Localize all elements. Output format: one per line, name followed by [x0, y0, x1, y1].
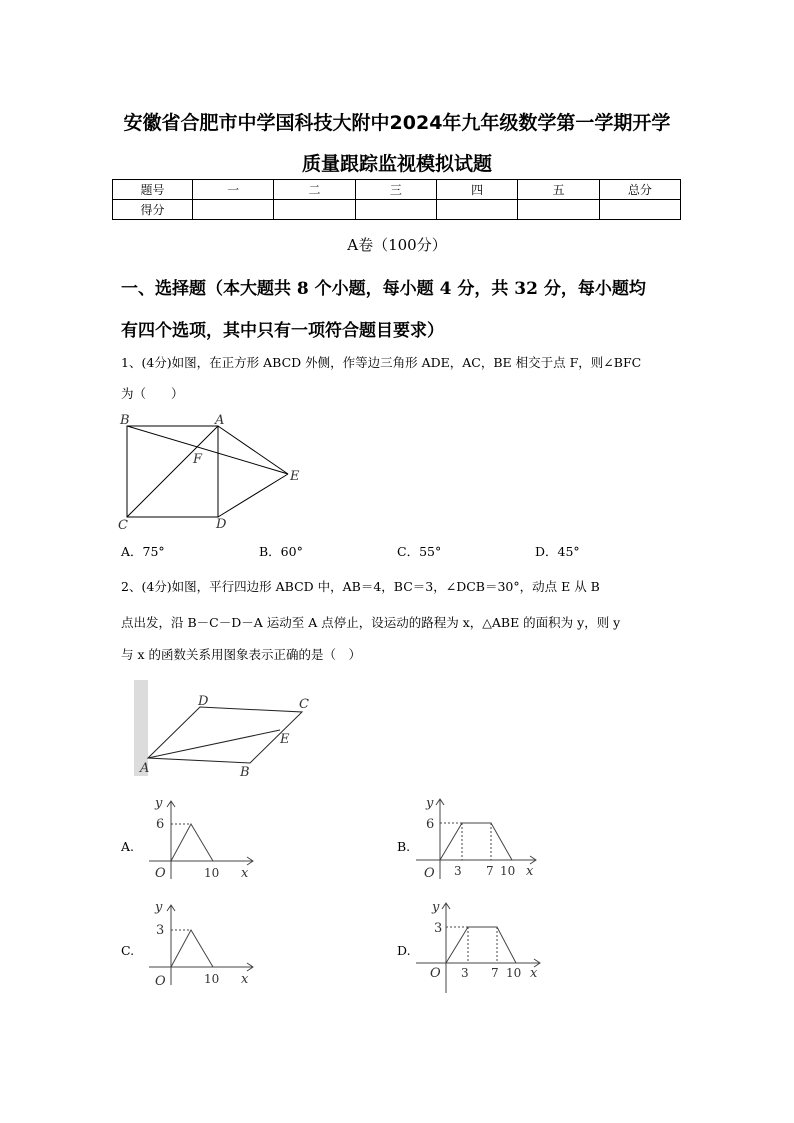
- x-tick-label: 7: [486, 864, 494, 878]
- y-label: y: [155, 900, 163, 915]
- score-table-cell: 得分: [113, 200, 193, 220]
- q2-option-d: D.: [397, 943, 411, 958]
- section-heading-line-1: 一、选择题（本大题共 8 个小题，每小题 4 分，共 32 分，每小题均: [121, 279, 646, 299]
- title-line-2: 质量跟踪监视模拟试题: [301, 153, 492, 175]
- x-label: x: [241, 972, 249, 987]
- label-c: C: [118, 518, 128, 533]
- score-input-cell: [193, 200, 274, 220]
- x-tick-label: 3: [454, 864, 462, 878]
- y-tick-label: 6: [426, 817, 435, 832]
- q2-option-b: B.: [397, 839, 411, 854]
- q2-parallelogram-figure: [134, 680, 324, 780]
- graph-b: [412, 793, 542, 883]
- graph-line: [440, 823, 512, 860]
- score-table-cell: 总分: [599, 180, 680, 200]
- x-tick-label: 7: [491, 966, 499, 980]
- score-table: [112, 179, 681, 220]
- graph-c: [145, 899, 260, 989]
- origin-label: O: [155, 866, 166, 881]
- score-table-cell: 题号: [113, 180, 193, 200]
- graph-line: [446, 927, 516, 963]
- label-a: A: [215, 413, 225, 428]
- x-label: x: [530, 966, 538, 981]
- segment-de: [218, 474, 288, 517]
- x-tick-label: 10: [506, 966, 522, 980]
- q2-text-line-1: 2、(4分)如图，平行四边形 ABCD 中，AB＝4，BC＝3，∠DCB＝30°，动点 E 从 B: [121, 579, 600, 594]
- label-b: B: [240, 765, 250, 780]
- x-label: x: [526, 864, 534, 879]
- label-c: C: [299, 697, 309, 712]
- q1-option-a: A．75°: [121, 544, 165, 559]
- origin-label: O: [155, 974, 166, 989]
- q1-option-b: B．60°: [259, 544, 303, 559]
- origin-label: O: [430, 966, 441, 981]
- x-tick-label: 10: [204, 972, 220, 986]
- section-heading-line-2: 有四个选项，其中只有一项符合题目要求）: [121, 321, 444, 341]
- q2-text-line-3: 与 x 的函数关系用图象表示正确的是（ ）: [121, 647, 361, 662]
- score-table-score-row: [113, 200, 681, 220]
- q1-option-d: D．45°: [535, 544, 580, 559]
- score-table-cell: 一: [193, 180, 274, 200]
- q1-option-c: C．55°: [397, 544, 442, 559]
- x-tick-label: 10: [204, 866, 220, 880]
- q2-text-line-2: 点出发，沿 B－C－D－A 运动至 A 点停止，设运动的路程为 x，△ABE 的面积为 y，则 y: [121, 615, 621, 630]
- y-tick-label: 3: [434, 921, 443, 936]
- q1-text-line-2: 为（ ）: [121, 386, 184, 401]
- x-tick-label: 3: [461, 966, 469, 980]
- label-e: E: [280, 732, 290, 747]
- score-table-cell: 二: [274, 180, 355, 200]
- y-tick-label: 3: [156, 923, 165, 938]
- label-a: A: [140, 761, 150, 776]
- score-input-cell: [436, 200, 517, 220]
- q1-text-line-1: 1、(4分)如图，在正方形 ABCD 外侧，作等边三角形 ADE，AC，BE 相交于点 F，则∠BFC: [121, 355, 642, 370]
- score-input-cell: [355, 200, 436, 220]
- label-e: E: [290, 469, 300, 484]
- score-table-header-row: [113, 180, 681, 200]
- parallelogram-abcd: [148, 707, 302, 763]
- graph-d: [412, 897, 547, 997]
- score-input-cell: [274, 200, 355, 220]
- score-table-cell: 三: [355, 180, 436, 200]
- y-label: y: [426, 796, 434, 811]
- label-f: F: [193, 452, 203, 467]
- score-table-cell: 四: [436, 180, 517, 200]
- y-tick-label: 6: [156, 817, 165, 832]
- graph-line: [171, 930, 213, 967]
- x-tick-label: 10: [500, 864, 516, 878]
- title-line-1: 安徽省合肥市中学国科技大附中2024年九年级数学第一学期开学: [123, 112, 671, 134]
- y-label: y: [155, 796, 163, 811]
- q1-square-figure: [112, 410, 312, 535]
- q2-option-a: A.: [121, 839, 135, 854]
- graph-line: [171, 824, 213, 861]
- segment-ae: [218, 426, 288, 474]
- segment-ae: [148, 730, 280, 758]
- score-table-cell: 五: [518, 180, 599, 200]
- score-input-cell: [518, 200, 599, 220]
- label-b: B: [120, 413, 130, 428]
- y-label: y: [432, 900, 440, 915]
- label-d: D: [198, 694, 209, 709]
- graph-a: [145, 795, 260, 883]
- segment-be: [127, 426, 288, 474]
- paper-a-heading: A卷（100分）: [347, 236, 447, 254]
- origin-label: O: [424, 866, 435, 881]
- x-label: x: [241, 866, 249, 881]
- label-d: D: [216, 517, 227, 532]
- score-input-cell: [599, 200, 680, 220]
- q2-option-c: C.: [121, 943, 135, 958]
